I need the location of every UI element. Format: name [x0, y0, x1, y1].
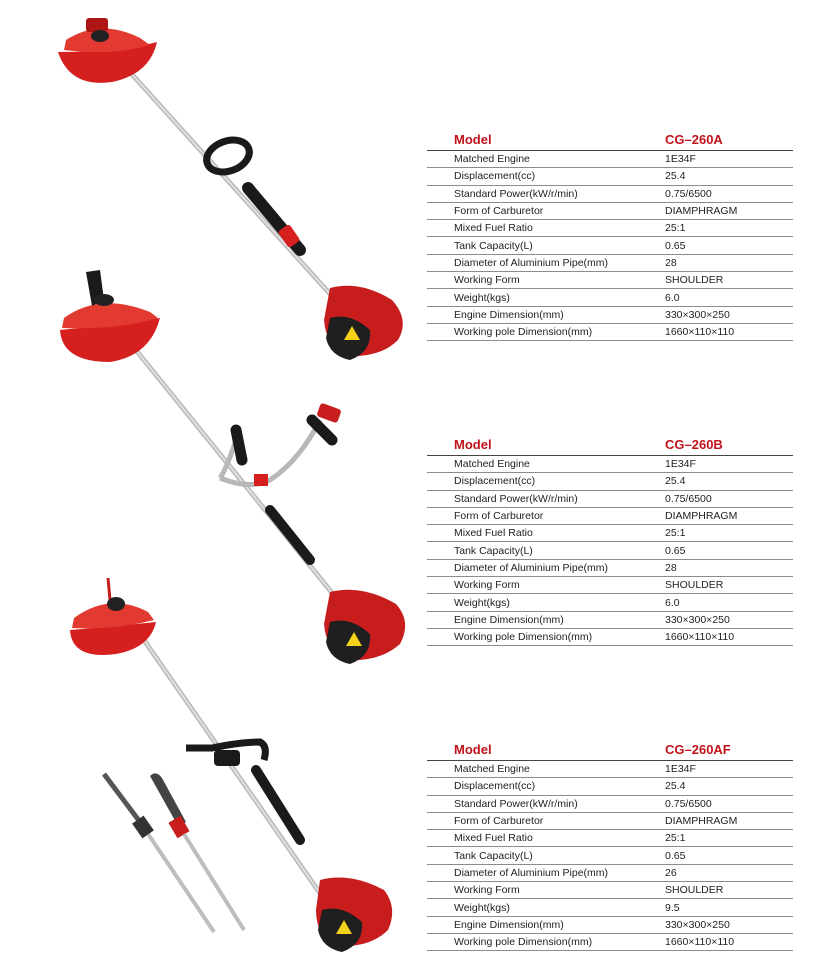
spec-table-cg-260af — [427, 738, 793, 951]
spec-row — [427, 594, 793, 611]
spec-header — [427, 738, 793, 761]
spec-value: 28 — [665, 561, 677, 574]
spec-label: Weight(kgs) — [454, 901, 510, 914]
spec-row — [427, 508, 793, 525]
spec-label: Working pole Dimension(mm) — [454, 936, 593, 949]
spec-value: 25.4 — [665, 780, 686, 793]
spec-rows — [427, 761, 793, 951]
spec-row — [427, 813, 793, 830]
spec-value: 6.0 — [665, 291, 680, 304]
spec-row — [427, 473, 793, 490]
spec-value: SHOULDER — [665, 884, 724, 897]
model-name: CG–260B — [665, 437, 723, 452]
spec-label: Form of Carburetor — [454, 815, 544, 828]
spec-row — [427, 917, 793, 934]
spec-label: Tank Capacity(L) — [454, 544, 533, 557]
spec-value: 1660×110×110 — [665, 326, 735, 339]
spec-row — [427, 255, 793, 272]
spec-value: 1660×110×110 — [665, 936, 735, 949]
spec-value: 0.75/6500 — [665, 797, 712, 810]
spec-row — [427, 186, 793, 203]
spec-value: DIAMPHRAGM — [665, 205, 738, 218]
spec-value: 0.75/6500 — [665, 187, 712, 200]
spec-row — [427, 525, 793, 542]
spec-row — [427, 629, 793, 646]
spec-row — [427, 237, 793, 254]
spec-label: Matched Engine — [454, 153, 530, 166]
spec-value: DIAMPHRAGM — [665, 510, 738, 523]
spec-label: Working Form — [454, 884, 520, 897]
spec-value: 0.65 — [665, 849, 686, 862]
spec-row — [427, 796, 793, 813]
spec-value: 0.65 — [665, 544, 686, 557]
spec-row — [427, 761, 793, 778]
spec-value: 6.0 — [665, 596, 680, 609]
spec-row — [427, 456, 793, 473]
spec-table-cg-260a — [427, 128, 793, 341]
spec-label: Diameter of Aluminium Pipe(mm) — [454, 256, 609, 269]
spec-label: Matched Engine — [454, 763, 530, 776]
spec-label: Working pole Dimension(mm) — [454, 631, 593, 644]
spec-value: 330×300×250 — [665, 613, 730, 626]
spec-row — [427, 289, 793, 306]
spec-row — [427, 307, 793, 324]
spec-value: 25:1 — [665, 222, 686, 235]
spec-header — [427, 433, 793, 456]
model-label: Model — [454, 132, 492, 147]
spec-label: Working pole Dimension(mm) — [454, 326, 593, 339]
spec-row — [427, 612, 793, 629]
spec-rows — [427, 151, 793, 341]
spec-label: Standard Power(kW/r/min) — [454, 187, 578, 200]
spec-label: Tank Capacity(L) — [454, 239, 533, 252]
spec-label: Standard Power(kW/r/min) — [454, 797, 578, 810]
spec-header — [427, 128, 793, 151]
spec-rows — [427, 456, 793, 646]
spec-label: Form of Carburetor — [454, 510, 544, 523]
spec-label: Engine Dimension(mm) — [454, 613, 564, 626]
spec-value: 25:1 — [665, 527, 686, 540]
spec-row — [427, 577, 793, 594]
spec-row — [427, 491, 793, 508]
spec-value: DIAMPHRAGM — [665, 815, 738, 828]
spec-value: 0.75/6500 — [665, 492, 712, 505]
spec-row — [427, 882, 793, 899]
spec-value: 330×300×250 — [665, 918, 730, 931]
spec-label: Working Form — [454, 274, 520, 287]
spec-value: 1E34F — [665, 763, 696, 776]
spec-row — [427, 560, 793, 577]
spec-value: 0.65 — [665, 239, 686, 252]
spec-row — [427, 220, 793, 237]
spec-value: SHOULDER — [665, 579, 724, 592]
spec-value: 28 — [665, 256, 677, 269]
spec-value: 26 — [665, 866, 677, 879]
spec-row — [427, 272, 793, 289]
spec-value: SHOULDER — [665, 274, 724, 287]
spec-label: Engine Dimension(mm) — [454, 308, 564, 321]
spec-value: 25.4 — [665, 475, 686, 488]
spec-label: Displacement(cc) — [454, 170, 536, 183]
spec-row — [427, 899, 793, 916]
spec-label: Standard Power(kW/r/min) — [454, 492, 578, 505]
spec-value: 9.5 — [665, 901, 680, 914]
spec-value: 1660×110×110 — [665, 631, 735, 644]
spec-row — [427, 778, 793, 795]
spec-label: Mixed Fuel Ratio — [454, 832, 533, 845]
spec-label: Diameter of Aluminium Pipe(mm) — [454, 866, 609, 879]
model-name: CG–260A — [665, 132, 723, 147]
spec-label: Matched Engine — [454, 458, 530, 471]
spec-label: Mixed Fuel Ratio — [454, 222, 533, 235]
model-name: CG–260AF — [665, 742, 731, 757]
spec-row — [427, 934, 793, 951]
spec-value: 1E34F — [665, 458, 696, 471]
model-label: Model — [454, 742, 492, 757]
spec-row — [427, 542, 793, 559]
spec-row — [427, 168, 793, 185]
spec-row — [427, 324, 793, 341]
spec-label: Tank Capacity(L) — [454, 849, 533, 862]
spec-row — [427, 151, 793, 168]
spec-row — [427, 865, 793, 882]
spec-value: 25.4 — [665, 170, 686, 183]
spec-table-cg-260b — [427, 433, 793, 646]
spec-value: 25:1 — [665, 832, 686, 845]
spec-label: Engine Dimension(mm) — [454, 918, 564, 931]
spec-row — [427, 830, 793, 847]
spec-label: Weight(kgs) — [454, 596, 510, 609]
spec-label: Mixed Fuel Ratio — [454, 527, 533, 540]
spec-label: Weight(kgs) — [454, 291, 510, 304]
spec-label: Form of Carburetor — [454, 205, 544, 218]
spec-label: Displacement(cc) — [454, 475, 536, 488]
spec-label: Diameter of Aluminium Pipe(mm) — [454, 561, 609, 574]
spec-row — [427, 203, 793, 220]
spec-label: Working Form — [454, 579, 520, 592]
spec-row — [427, 847, 793, 864]
spec-value: 1E34F — [665, 153, 696, 166]
model-label: Model — [454, 437, 492, 452]
spec-label: Displacement(cc) — [454, 780, 536, 793]
spec-value: 330×300×250 — [665, 308, 730, 321]
